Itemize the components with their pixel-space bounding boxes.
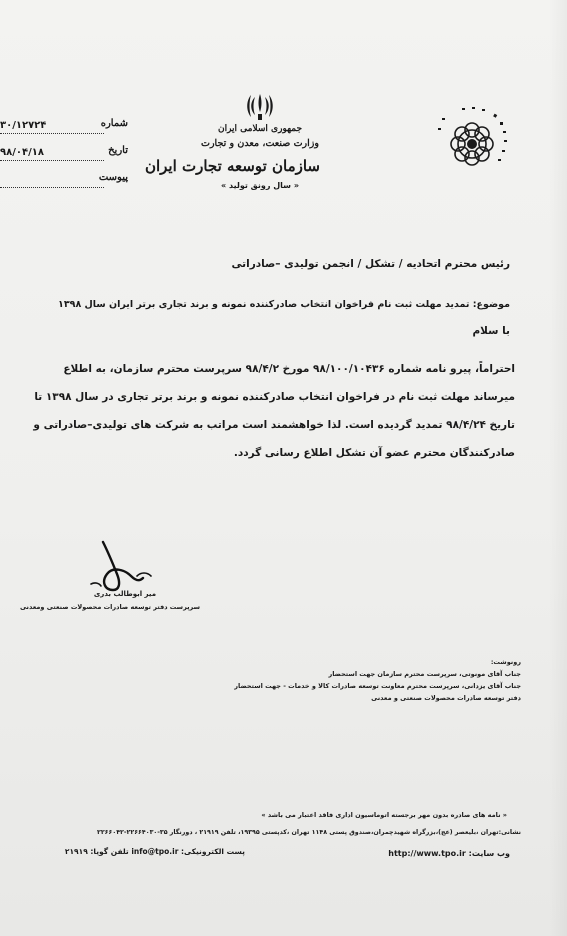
body-line-1: احتراماً، پیرو نامه شماره ۹۸/۱۰۰/۱۰۴۳۶ مورخ ۹۸/۴/۲ سرپرست محترم سازمان، به اطلاع: [63, 363, 515, 375]
organization-name: سازمان توسعه تجارت ایران: [144, 157, 320, 175]
year-slogan: « سال رونق تولید »: [221, 181, 299, 190]
attachment-row: [0, 172, 130, 194]
signatory-name: میر ابوطالب بدری: [93, 590, 157, 598]
cc-heading: رونوشت:: [490, 658, 521, 666]
footer-email-phone: پست الکترونیکی: info@tpo.ir تلفن گویا: ۲۱۹۱۹: [64, 847, 245, 856]
body-line-3: تاریخ ۹۸/۴/۲۴ تمدید گردیده است. لذا خواهشمند است مراتب به شرکت های تولیدی–صادراتی و: [33, 419, 515, 431]
footer-validity-note: « نامه های صادره بدون مهر برجسته اتوماسیون اداری فاقد اعتبار می باشد »: [261, 811, 507, 819]
ministry-header: [144, 92, 320, 190]
footer-address: نشانی:تهران ،بلیعصر (عج)،بزرگراه شهیدچمران،صندوق پستی ۱۱۴۸ تهران ،کدپستی ۱۹۳۹۵، تلفن ۲۱۹۱۹ ، دورنگار ۳۵-۲۲۶۶۴۰۳۰-۲۲۶۶۰۴۲: [97, 829, 521, 836]
page-edge-shadow: [549, 0, 567, 936]
date-row: [0, 145, 130, 167]
addressee-line: رئیس محترم اتحادیه / تشکل / انجمن تولیدی –صادراتی: [231, 258, 510, 270]
letter-number: ۳۰/۱۲۷۲۴: [0, 120, 47, 131]
letter-date: ۹۸/۰۴/۱۸: [0, 147, 44, 158]
footer-website: وب سایت: http://www.tpo.ir: [388, 849, 510, 858]
number-dotted-line: [0, 133, 104, 134]
letter-meta: [0, 118, 130, 199]
handwritten-signature: [55, 530, 185, 640]
body-line-4: صادرکنندگان محترم عضو آن تشکل اطلاع رسانی گردد.: [233, 447, 515, 459]
date-label: تاریخ: [108, 145, 128, 156]
government-line: جمهوری اسلامی ایران: [217, 124, 303, 134]
cc-list: [211, 656, 521, 704]
cc-item: جناب آقای مونوتی، سرپرست محترم سازمان جهت استحضار: [328, 670, 521, 678]
cc-item: دفتر توسعه صادرات محصولات صنعتی و معدنی: [371, 694, 521, 702]
tpo-logo-icon: [432, 104, 512, 184]
attachment-dotted-line: [0, 187, 104, 188]
number-label: شماره: [100, 118, 128, 129]
signatory-title: سرپرست دفتر توسعه صادرات محصولات صنعتی ومعدنی: [19, 603, 200, 611]
cc-item: جناب آقای یزدانی، سرپرست محترم معاونت توسعه صادرات کالا و خدمات - جهت استحضار: [234, 682, 521, 690]
ministry-line: وزارت صنعت، معدن و تجارت: [201, 138, 319, 149]
greeting: با سلام: [472, 325, 510, 337]
body-line-2: میرساند مهلت ثبت نام در فراخوان انتخاب صادرکننده نمونه و برند برتر تجاری در سال ۱۳۹۸ تا: [34, 391, 515, 403]
letter-body: [33, 355, 515, 467]
number-row: [0, 118, 130, 140]
subject-line: موضوع: تمدید مهلت ثبت نام فراخوان انتخاب صادرکننده نمونه و برند تجاری برتر ایران سال ۱۳۹۸: [58, 299, 510, 310]
date-dotted-line: [0, 160, 104, 161]
attachment-label: پیوست: [98, 172, 128, 183]
iran-emblem-icon: [246, 92, 274, 122]
